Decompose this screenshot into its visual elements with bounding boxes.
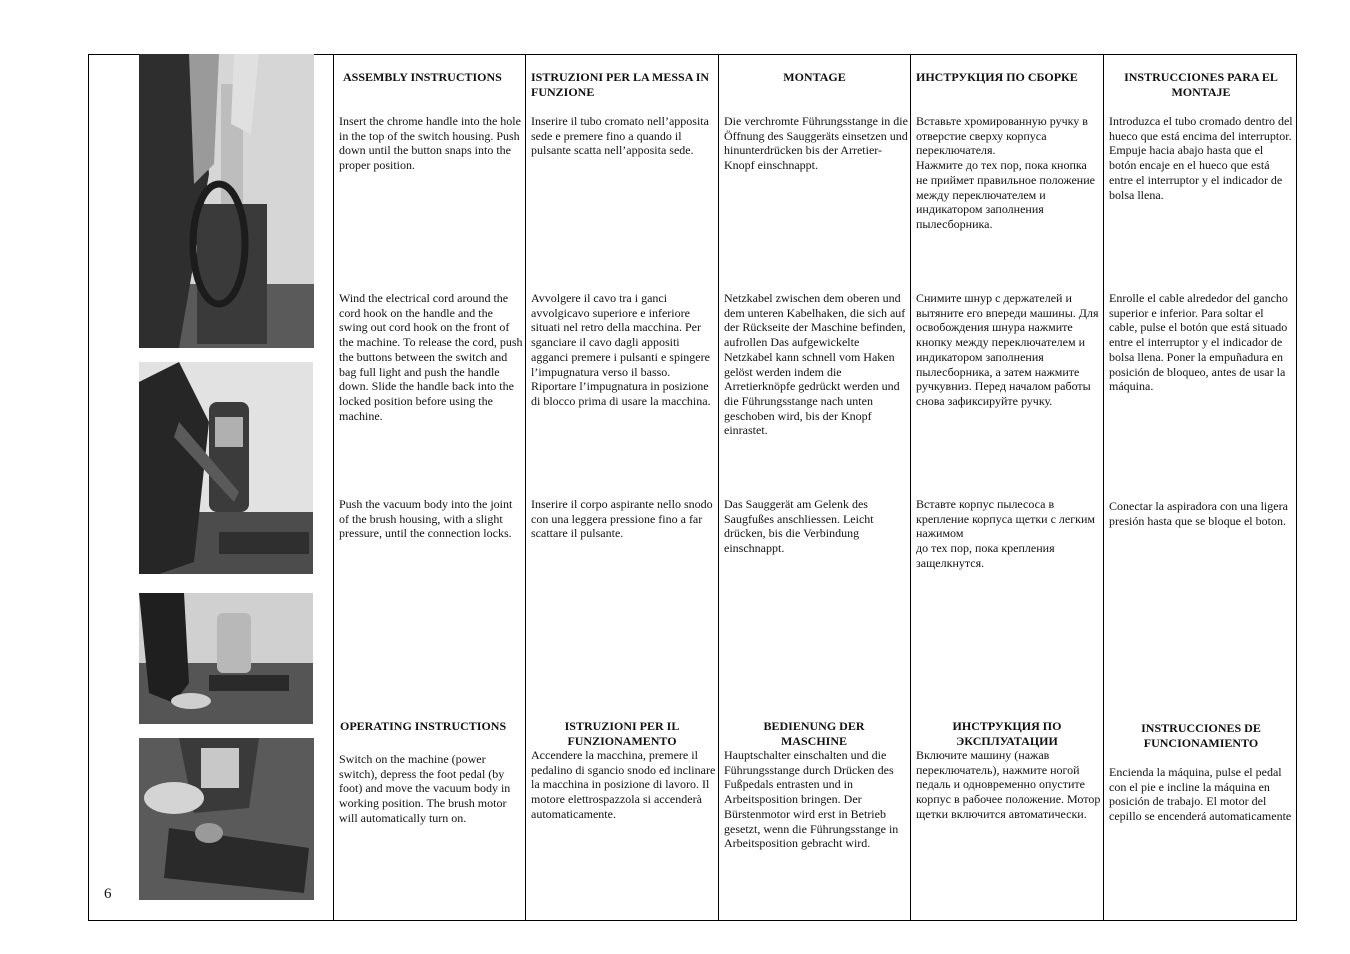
photo-cord-winding bbox=[139, 362, 313, 574]
step2-text-ru: Снимите шнур с держателей и вытяните его впереди машины. Для освобождения шнура нажмите кнопку между переключателем и индикатором заполнения пылесборника, а затем нажмите ручкувниз. Перед началом работы снова зафиксируйте ручку. bbox=[916, 291, 1099, 408]
operating-text-es: Encienda la máquina, pulse el pedal con el pie e incline la máquina en posición de trabajo. El motor del cepillo se encenderá automaticamente bbox=[1109, 765, 1292, 824]
operating-text-en: Switch on the machine (power switch), depress the foot pedal (by foot) and move the vacuum body in working position. The brush motor will automatically turn on. bbox=[339, 752, 511, 825]
step2-text-de: Netzkabel zwischen dem oberen und dem unteren Kabelhaken, die sich auf der Rückseite der Maschine befinden, aufrollen Das aufgewickelte Netzkabel kann schnell vom Haken gelöst werden indem die Arretierknöpfe gedrückt werden und die Führungsstange nach unten geschoben wird, bis der Knopf einrastet. bbox=[724, 291, 906, 438]
assembly-header-es: INSTRUCCIONES PARA EL MONTAJE bbox=[1124, 70, 1278, 99]
step2-text-es: Enrolle el cable alrededor del gancho superior e inferior. Para soltar el cable, pulse el botón que está situado entre el interruptor y el indicador de bolsa llena. Poner la empuñadura en posición de bloqueo, antes de usar la máquina. bbox=[1109, 291, 1288, 394]
step1-text-es: Introduzca el tubo cromado dentro del hueco que está encima del interruptor. Empuje hacia abajo hasta que el botón encaje en el hueco que está entre el interruptor y el indicador de bolsa llena. bbox=[1109, 114, 1293, 202]
column-divider bbox=[333, 54, 334, 921]
page-number: 6 bbox=[104, 886, 112, 902]
step2-text-en: Wind the electrical cord around the cord hook on the handle and the swing out cord hook on the front of the machine. To release the cord, push the buttons between the switch and bag full light and push the handle down. Slide the handle back into the locked position before using the machine. bbox=[339, 291, 523, 423]
step3-text-de: Das Sauggerät am Gelenk des Saugfußes anschliessen. Leicht drücken, bis die Verbindung einschnappt. bbox=[724, 497, 874, 556]
step1-text-it: Inserire il tubo cromato nell’apposita sede e premere fino a quando il pulsante scatta nell’apposita sede. bbox=[531, 114, 709, 158]
assembly-header-it: ISTRUZIONI PER LA MESSA IN FUNZIONE bbox=[531, 70, 710, 99]
operating-header-en: OPERATING INSTRUCTIONS bbox=[340, 719, 507, 733]
assembly-header-en: ASSEMBLY INSTRUCTIONS bbox=[343, 70, 502, 84]
photo-body-connection bbox=[139, 593, 313, 724]
column-divider bbox=[910, 54, 911, 921]
column-divider bbox=[1103, 54, 1104, 921]
photo-foot-pedal bbox=[139, 738, 314, 900]
operating-header-de: BEDIENUNG DER MASCHINE bbox=[763, 719, 865, 748]
operating-header-it: ISTRUZIONI PER IL FUNZIONAMENTO bbox=[564, 719, 680, 748]
operating-text-de: Hauptschalter einschalten und die Führungsstange durch Drücken des Fußpedals entrasten und in Arbeitsposition bringen. Der Bürstenmotor wird erst in Betrieb gesetzt, wenn die Führungsstange in Arbeitsposition gebracht wird. bbox=[724, 748, 899, 851]
assembly-header-de: MONTAGE bbox=[783, 70, 846, 84]
operating-header-es: INSTRUCCIONES DE FUNCIONAMIENTO bbox=[1141, 721, 1261, 750]
operating-text-it: Accendere la macchina, premere il pedalino di sgancio snodo ed inclinare la macchina in posizione di lavoro. Il motore elettrospazzola si accenderà automaticamente. bbox=[531, 748, 716, 821]
operating-header-ru: ИНСТРУКЦИЯ ПО ЭКСПЛУАТАЦИИ bbox=[952, 719, 1062, 748]
step3-text-en: Push the vacuum body into the joint of the brush housing, with a slight pressure, until the connection locks. bbox=[339, 497, 513, 541]
step3-text-it: Inserire il corpo aspirante nello snodo con una leggera pressione fino a far scattare il pulsante. bbox=[531, 497, 713, 541]
step2-text-it: Avvolgere il cavo tra i ganci avvolgicavo superiore e inferiore situati nel retro della macchina. Per sganciare il cavo dagli appositi agganci premere i pulsanti e spingere l’impugnatura verso il basso. Riportare l’impugnatura in posizione di blocco prima di usare la macchina. bbox=[531, 291, 711, 408]
step1-text-en: Insert the chrome handle into the hole in the top of the switch housing. Push down until the button snaps into the proper position. bbox=[339, 114, 521, 173]
column-divider bbox=[718, 54, 719, 921]
assembly-header-ru: ИНСТРУКЦИЯ ПО СБОРКЕ bbox=[916, 70, 1078, 84]
operating-text-ru: Включите машину (нажав переключатель), нажмите ногой педаль и одновременно опустите корпус в рабочее положение. Мотор щетки включится автоматически. bbox=[916, 748, 1101, 821]
step3-text-ru: Вставте корпус пылесоса в крепление корпуса щетки с легким нажимом до тех пор, пока крепления защелкнутся. bbox=[916, 497, 1095, 570]
column-divider bbox=[525, 54, 526, 921]
step1-text-de: Die verchromte Führungsstange in die Öffnung des Sauggeräts einsetzen und hinunterdrücken bis der Arretier-Knopf einschnappt. bbox=[724, 114, 908, 173]
step3-text-es: Conectar la aspiradora con una ligera presión hasta que se bloque el boton. bbox=[1109, 499, 1288, 528]
photo-handle-insertion bbox=[139, 54, 314, 348]
step1-text-ru: Вставьте хромированную ручку в отверстие сверху корпуса переключателя. Нажмите до тех пор, пока кнопка не приймет правильное положение между переключателем и индикатором заполнения пылесборника. bbox=[916, 114, 1095, 231]
